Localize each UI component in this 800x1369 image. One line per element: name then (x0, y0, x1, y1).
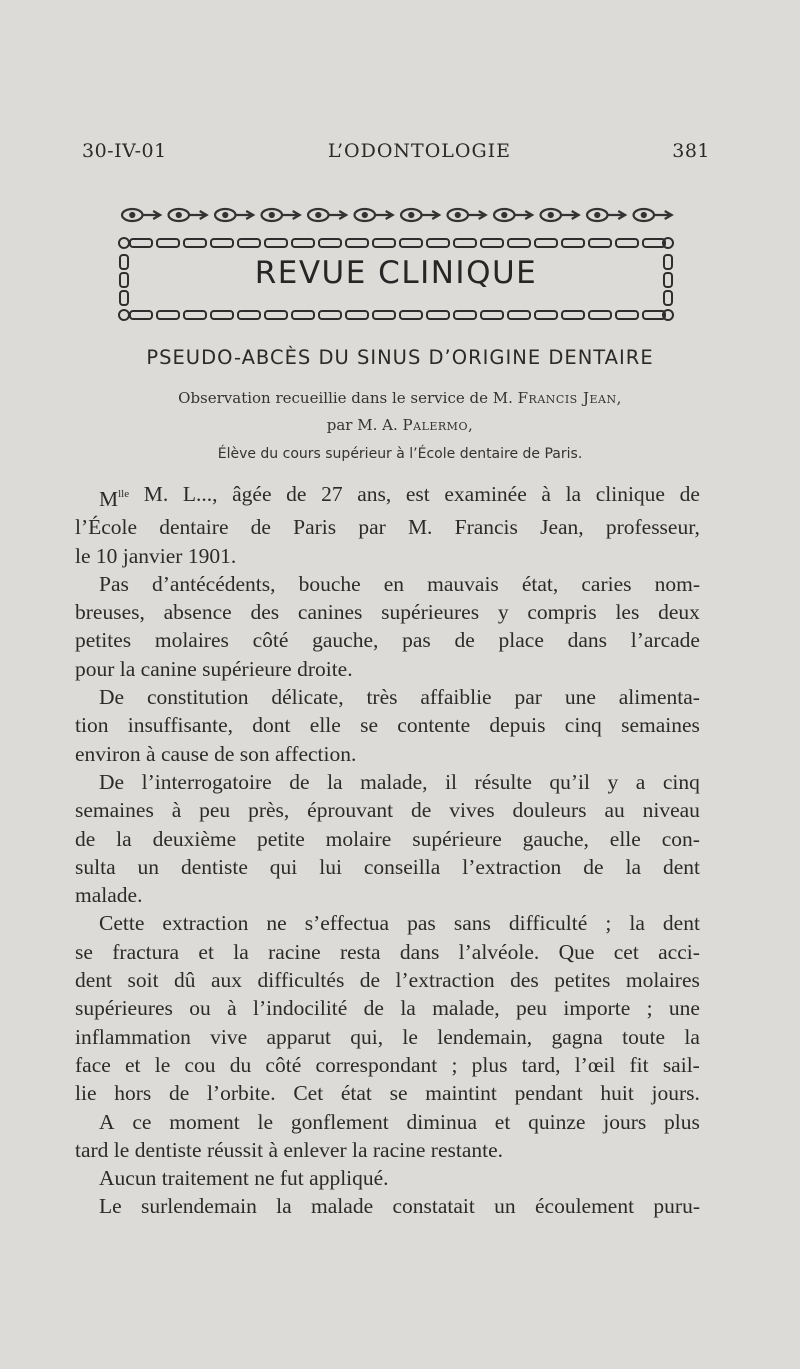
word: mauvais (427, 571, 499, 596)
byline-author (60, 416, 740, 434)
word: acci- (658, 939, 700, 964)
word: gonflement (290, 1109, 389, 1134)
line-text: le 10 janvier 1901. (75, 543, 237, 568)
body-text-line (75, 768, 700, 796)
word: cet (613, 939, 639, 964)
word: Jean, (540, 515, 584, 540)
word: l’œil (574, 1052, 616, 1077)
word: de (250, 515, 271, 540)
word: affaiblie (420, 685, 492, 710)
body-text-line (75, 1192, 700, 1220)
word: vives (449, 798, 495, 823)
line-text: tard le dentiste réussit à enlever la racine restante. (75, 1137, 504, 1162)
word: gagna (551, 1024, 603, 1049)
word: puru- (653, 1194, 700, 1219)
word: la (629, 911, 645, 936)
word: un (494, 1194, 516, 1219)
body-text-line (75, 825, 700, 853)
word: clinique (595, 482, 665, 506)
word: sail- (662, 1052, 700, 1077)
word: absence (163, 600, 232, 625)
word: surlendemain (141, 1194, 257, 1219)
word: Cet (293, 1081, 324, 1106)
word: la (276, 1194, 292, 1219)
word: bouche (298, 571, 361, 596)
word: un (137, 854, 160, 879)
word: molaire (325, 826, 392, 851)
body-text-line (75, 711, 700, 739)
word: plus (664, 1109, 700, 1134)
word: cou (184, 1052, 216, 1077)
word: l’orbite. (206, 1081, 276, 1106)
word: moment (169, 1109, 240, 1134)
word: semaines (75, 798, 154, 823)
word: la (233, 939, 249, 964)
word: dans (399, 939, 440, 964)
word: y (497, 600, 509, 625)
word: une (668, 996, 700, 1021)
word: de (363, 996, 384, 1021)
word: peu (515, 996, 548, 1021)
word: depuis (489, 713, 546, 738)
word: l’extraction (462, 854, 562, 879)
word: les (615, 600, 640, 625)
word: petites (75, 628, 132, 653)
word: compris (527, 600, 597, 625)
word: constatait (392, 1194, 475, 1219)
word: constitution (146, 685, 249, 710)
body-text-line (75, 1164, 700, 1192)
word: dû (174, 968, 196, 993)
word: l’arcade (630, 628, 700, 653)
word: L..., (182, 482, 218, 506)
body-text-line (75, 1136, 700, 1164)
word: dans (567, 628, 608, 653)
body-text-line (75, 683, 700, 711)
byline-observer-prefix: Observation recueillie dans le service de M. (178, 389, 513, 407)
word: huit (600, 1081, 634, 1106)
word: Francis (454, 515, 518, 540)
word: gauche, (312, 628, 379, 653)
word: près, (248, 798, 290, 823)
body-text-line (75, 966, 700, 994)
word: importe (563, 996, 631, 1021)
word: fit (629, 1052, 649, 1077)
word: plus (471, 1052, 508, 1077)
word: deux (658, 600, 700, 625)
word: De (99, 769, 125, 794)
word: malade, (432, 996, 500, 1021)
word: dent (662, 911, 700, 936)
word: en (383, 571, 405, 596)
word: de (286, 482, 307, 506)
word: se (360, 713, 379, 738)
word: de (454, 628, 475, 653)
word: des (250, 600, 280, 625)
body-text-line (75, 938, 700, 966)
word: éprouvant (307, 798, 394, 823)
word: conseilla (363, 854, 441, 879)
word: ; (605, 911, 612, 936)
word: l’alvéole. (458, 939, 540, 964)
word: a (635, 769, 646, 794)
word: délicate, (271, 685, 344, 710)
word: maintint (425, 1081, 497, 1106)
word: par (358, 515, 386, 540)
word: ne (266, 911, 287, 936)
word: alimenta- (618, 685, 700, 710)
word: resta (339, 939, 381, 964)
word: au (604, 798, 625, 823)
word: hors (114, 1081, 152, 1106)
word: extraction (162, 911, 249, 936)
word: se (389, 1081, 408, 1106)
word: petites (554, 968, 611, 993)
word: l’interrogatoire (141, 769, 272, 794)
word: A (99, 1109, 115, 1134)
word: Pas (99, 571, 129, 596)
body-text-line (75, 1079, 700, 1107)
word: supérieure (412, 826, 502, 851)
word: de (679, 482, 700, 506)
word: canines (297, 600, 363, 625)
word: y (607, 769, 619, 794)
word: par (514, 685, 542, 710)
byline-observer-name: Francis Jean, (517, 389, 622, 407)
word: dent (662, 854, 700, 879)
word: l’extraction (395, 968, 495, 993)
word: vive (210, 1024, 248, 1049)
article-title: PSEUDO-ABCÈS DU SINUS D’ORIGINE DENTAIRE (146, 346, 654, 369)
word: le (257, 1109, 274, 1134)
word: de (168, 1081, 190, 1106)
section-title: REVUE CLINIQUE (254, 255, 538, 291)
word: l’indocilité (252, 996, 348, 1021)
word: qui, (350, 1024, 384, 1049)
running-head-date: 30-IV-01 (82, 140, 167, 162)
running-head-journal: L’ODONTOLOGIE (327, 140, 512, 162)
word: sulta (75, 854, 116, 879)
word: de (583, 854, 604, 879)
word: se (75, 939, 93, 964)
word: dent (75, 968, 113, 993)
word: résulte (474, 769, 532, 794)
word: âgée (232, 482, 272, 506)
body-text-line (75, 1108, 700, 1136)
word: à (171, 798, 182, 823)
word: aux (211, 968, 243, 993)
line-text: malade. (75, 883, 143, 908)
word: jours (603, 1109, 647, 1134)
article-body (75, 480, 700, 1221)
word: de (411, 798, 432, 823)
line-text: environ à cause de son affection. (75, 741, 357, 766)
word: ou (189, 996, 211, 1021)
word: Cette (99, 911, 145, 936)
honorific-superscript: lle (118, 488, 130, 500)
word: elle (309, 713, 341, 738)
word: côté (252, 628, 289, 653)
word: gauche, (522, 826, 589, 851)
word: face (75, 1052, 111, 1077)
word: l’École (75, 515, 138, 540)
word: toute (622, 1024, 666, 1049)
word: insuffisante, (127, 713, 234, 738)
body-text-line (75, 598, 700, 626)
word: correspondant (315, 1052, 438, 1077)
word: supérieures (75, 996, 173, 1021)
word: racine (268, 939, 321, 964)
word: à (227, 996, 237, 1021)
word: 27 (321, 482, 343, 506)
word: douleurs (512, 798, 587, 823)
word: lui (319, 854, 342, 879)
body-text-line (75, 796, 700, 824)
word: sans (453, 911, 491, 936)
body-text-line (75, 655, 700, 683)
word: molaires (625, 968, 700, 993)
body-text-line (75, 542, 700, 570)
body-text-line (75, 1051, 700, 1079)
byline-observer (60, 389, 740, 407)
word: la (565, 482, 582, 506)
word: qui (269, 854, 298, 879)
word: apparut (266, 1024, 331, 1049)
body-text-line (75, 513, 700, 541)
word: de (289, 769, 310, 794)
word: deuxième (152, 826, 237, 851)
word: écoulement (534, 1194, 635, 1219)
page-number: 381 (672, 140, 710, 162)
word: ; (451, 1052, 458, 1077)
word: la (684, 1024, 700, 1049)
word: M. (143, 482, 169, 506)
word: difficultés (257, 968, 345, 993)
word: caries (581, 571, 632, 596)
word: malade (311, 1194, 374, 1219)
word: très (366, 685, 398, 710)
word: ; (646, 996, 653, 1021)
body-text-line (75, 881, 700, 909)
body-text-line (75, 909, 700, 937)
word: molaires (154, 628, 229, 653)
word: diminua (406, 1109, 477, 1134)
word: et (494, 1109, 511, 1134)
word: cinq (564, 713, 602, 738)
line-text: pour la canine supérieure droite. (75, 656, 353, 681)
word: de (75, 826, 96, 851)
word: petite (257, 826, 305, 851)
word: place (498, 628, 544, 653)
word: Le (99, 1194, 122, 1219)
word: le (154, 1052, 171, 1077)
word: fractura (112, 939, 180, 964)
word: s’effectua (304, 911, 390, 936)
word: semaines (621, 713, 700, 738)
word: inflammation (75, 1024, 191, 1049)
word: ans, (357, 482, 392, 506)
word: Que (558, 939, 595, 964)
word: lie (75, 1081, 97, 1106)
section-title-frame (116, 235, 676, 323)
word: et (125, 1052, 141, 1077)
word: la (327, 769, 343, 794)
word: côté (265, 1052, 302, 1077)
word: dentiste (180, 854, 248, 879)
word: dentaire (159, 515, 229, 540)
honorific-mlle: $M^{lle}$ (99, 487, 130, 511)
word: le (402, 1024, 418, 1049)
body-text-line (75, 740, 700, 768)
word: De (99, 685, 125, 710)
word: examinée (444, 482, 527, 506)
word: M. (407, 515, 433, 540)
word: état, (521, 571, 559, 596)
word: et (198, 939, 214, 964)
word: de (359, 968, 381, 993)
word: état (340, 1081, 372, 1106)
word: nom- (654, 571, 700, 596)
word: con- (661, 826, 700, 851)
word: peu (199, 798, 231, 823)
word: niveau (642, 798, 700, 823)
word: du (229, 1052, 252, 1077)
word: jours. (651, 1081, 700, 1106)
word: ce (132, 1109, 152, 1134)
word: pas (407, 911, 436, 936)
word: la (400, 996, 416, 1021)
word: professeur, (605, 515, 700, 540)
byline-author-name: Palermo, (402, 416, 474, 434)
word: pas (402, 628, 431, 653)
word: tard, (521, 1052, 561, 1077)
word: qu’il (549, 769, 590, 794)
body-text-line (75, 570, 700, 598)
word: tion (75, 713, 109, 738)
word: supérieures (381, 600, 480, 625)
running-head (82, 140, 710, 162)
word: la (625, 854, 642, 879)
word: lendemain, (437, 1024, 533, 1049)
word: pendant (514, 1081, 583, 1106)
body-text-line (75, 853, 700, 881)
word: elle (609, 826, 641, 851)
line-text: Aucun traitement ne fut appliqué. (99, 1166, 389, 1191)
word: des (510, 968, 539, 993)
body-text-line (75, 1023, 700, 1051)
byline-author-prefix: par M. A. (326, 416, 398, 434)
body-text-line (75, 994, 700, 1022)
body-text-line (75, 626, 700, 654)
word: est (405, 482, 430, 506)
byline-affiliation: Élève du cours supérieur à l’École dentaire de Paris. (217, 446, 583, 462)
word: soit (127, 968, 159, 993)
word: difficulté (508, 911, 588, 936)
word: breuses, (75, 600, 145, 625)
word: contente (397, 713, 471, 738)
word: d’antécédents, (151, 571, 276, 596)
word: il (445, 769, 458, 794)
body-text-line (75, 480, 700, 513)
word: dont (252, 713, 291, 738)
word: malade, (360, 769, 428, 794)
word: la (116, 826, 132, 851)
word: cinq (662, 769, 700, 794)
ornamental-rule (116, 206, 674, 224)
word: une (564, 685, 596, 710)
word: quinze (528, 1109, 586, 1134)
word: Paris (293, 515, 337, 540)
word: à (541, 482, 551, 506)
